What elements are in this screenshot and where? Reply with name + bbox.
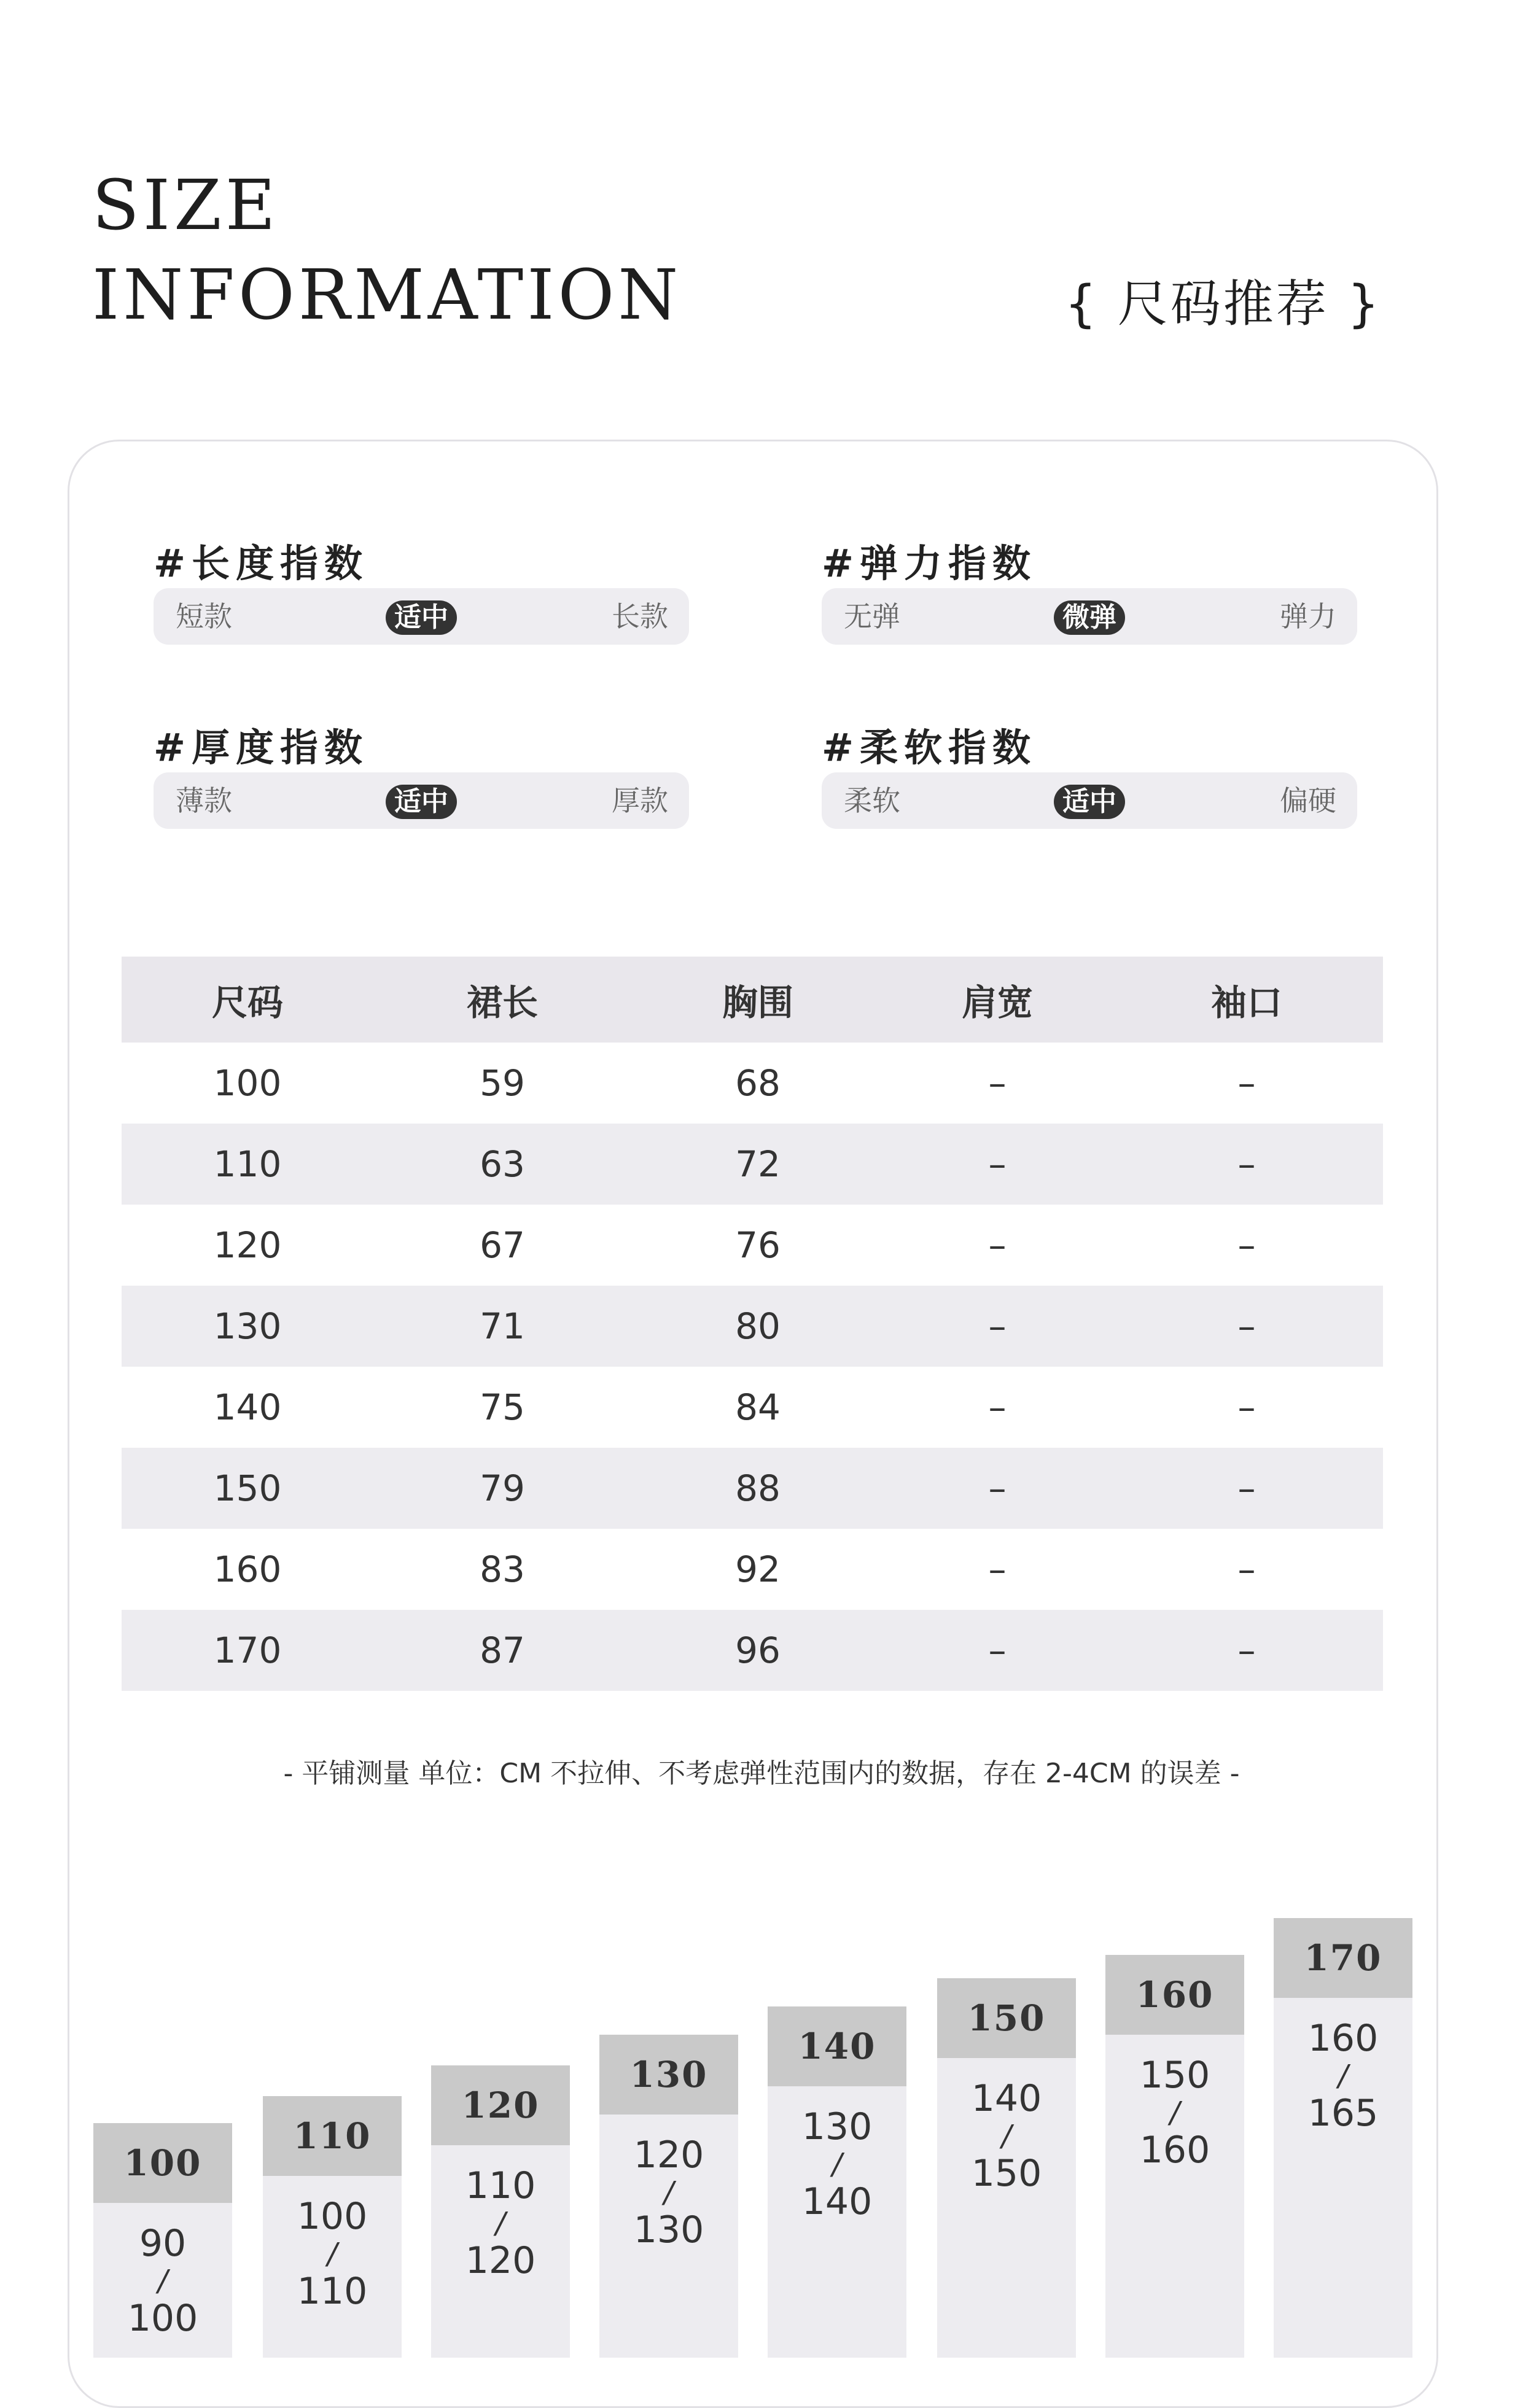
header-shoulder: 肩宽 [884, 957, 1110, 1043]
range-low: 150 [1139, 2054, 1210, 2097]
cell: – [1110, 1286, 1383, 1367]
size-recommendation-subtitle: { 尺码推荐 } [1064, 275, 1382, 333]
table-row [122, 1124, 1383, 1205]
cell: 110 [122, 1124, 373, 1205]
height-bar-160 [1105, 1955, 1244, 2358]
range-high: 100 [127, 2297, 198, 2340]
scale-selected-badge: 微弹 [1054, 600, 1125, 635]
cell: – [988, 1224, 1007, 1266]
bar-size-label: 160 [1105, 1955, 1244, 2035]
table-row [122, 1205, 1383, 1286]
range-low: 120 [633, 2134, 704, 2177]
height-bar-100 [93, 2123, 232, 2358]
thickness-index [154, 717, 689, 829]
height-bar-140 [768, 2006, 906, 2358]
bar-size-label: 120 [431, 2065, 570, 2145]
bar-height-range [263, 2176, 402, 2311]
bar-size-label: 100 [93, 2123, 232, 2203]
range-separator: / [1338, 2059, 1349, 2093]
cell: 68 [735, 1062, 781, 1104]
header-cuff: 袖口 [1110, 957, 1383, 1043]
range-separator: / [1001, 2119, 1012, 2153]
index-title: #弹力指数 [822, 541, 1037, 586]
cell: 92 [735, 1548, 781, 1590]
range-high: 160 [1139, 2129, 1210, 2172]
range-high: 130 [633, 2208, 704, 2251]
cell: 100 [213, 1062, 282, 1104]
range-low: 130 [801, 2105, 873, 2148]
height-recommendation-chart [0, 1891, 1523, 2358]
index-scale [154, 588, 689, 645]
index-scale [822, 772, 1357, 829]
range-separator: / [495, 2206, 506, 2240]
scale-left-label: 短款 [176, 600, 232, 633]
cell: 88 [631, 1448, 884, 1529]
bar-height-range [599, 2115, 738, 2250]
scale-right-label: 偏硬 [1280, 784, 1336, 817]
cell: 140 [213, 1386, 282, 1428]
range-separator: / [663, 2175, 674, 2210]
bar-size-label: 170 [1274, 1918, 1412, 1998]
bar-height-range [1105, 2035, 1244, 2170]
range-high: 150 [971, 2152, 1042, 2195]
size-table [122, 957, 1383, 1691]
header-chest: 胸围 [631, 957, 884, 1043]
table-row [122, 1610, 1383, 1691]
cell: – [1110, 1448, 1383, 1529]
cell: – [988, 1548, 1007, 1590]
cell: 72 [631, 1124, 884, 1205]
cell: 71 [373, 1286, 631, 1367]
cell: 87 [373, 1610, 631, 1691]
table-row [122, 1529, 1383, 1610]
cell: 150 [122, 1448, 373, 1529]
cell: 67 [480, 1224, 525, 1266]
range-low: 160 [1307, 2017, 1379, 2060]
index-scale [822, 588, 1357, 645]
cell: 83 [480, 1548, 525, 1590]
height-bar-110 [263, 2096, 402, 2358]
range-low: 90 [139, 2222, 187, 2265]
cell: – [884, 1286, 1110, 1367]
scale-left-label: 柔软 [844, 784, 900, 817]
header-dress-length: 裙长 [373, 957, 631, 1043]
bar-size-label: 130 [599, 2035, 738, 2115]
cell: – [988, 1062, 1007, 1104]
bar-size-label: 140 [768, 2006, 906, 2086]
cell: 79 [373, 1448, 631, 1529]
range-high: 110 [297, 2270, 368, 2313]
scale-left-label: 薄款 [176, 784, 232, 817]
bar-size-label: 110 [263, 2096, 402, 2176]
cell: 76 [735, 1224, 781, 1266]
scale-selected-badge: 适中 [386, 600, 457, 635]
header-size: 尺码 [122, 957, 373, 1043]
title-line-1: SIZE [92, 166, 279, 246]
table-row [122, 1286, 1383, 1367]
scale-right-label: 弹力 [1280, 600, 1336, 633]
cell: 170 [122, 1610, 373, 1691]
index-title: #厚度指数 [154, 725, 368, 770]
page-title [92, 161, 682, 340]
cell: 80 [631, 1286, 884, 1367]
bar-height-range [431, 2145, 570, 2280]
softness-index [822, 717, 1357, 829]
cell: 59 [480, 1062, 525, 1104]
bar-size-label: 150 [937, 1978, 1076, 2058]
bar-height-range [937, 2058, 1076, 2193]
bar-height-range [93, 2203, 232, 2338]
measurement-note: - 平铺测量 单位：CM 不拉伸、不考虑弹性范围内的数据，存在 2-4CM 的误差 - [283, 1758, 1240, 1789]
cell: – [1237, 1062, 1256, 1104]
cell: – [988, 1386, 1007, 1428]
table-row [122, 1448, 1383, 1529]
scale-left-label: 无弹 [844, 600, 900, 633]
title-line-2: INFORMATION [92, 255, 682, 335]
cell: – [1237, 1386, 1256, 1428]
index-title: #长度指数 [154, 541, 368, 586]
range-high: 120 [465, 2239, 536, 2282]
cell: – [1110, 1610, 1383, 1691]
scale-selected-badge: 适中 [1054, 785, 1125, 819]
table-header-row [122, 957, 1383, 1043]
cell: – [884, 1610, 1110, 1691]
height-bar-130 [599, 2035, 738, 2358]
elasticity-index [822, 533, 1357, 645]
cell: 160 [213, 1548, 282, 1590]
scale-right-label: 长款 [612, 600, 668, 633]
cell: – [884, 1448, 1110, 1529]
range-low: 110 [465, 2164, 536, 2207]
range-separator: / [1169, 2095, 1180, 2130]
bar-height-range [1274, 1998, 1412, 2133]
scale-right-label: 厚款 [612, 784, 668, 817]
range-high: 165 [1307, 2092, 1379, 2135]
bar-height-range [768, 2086, 906, 2221]
range-separator: / [832, 2147, 843, 2181]
cell: – [1237, 1224, 1256, 1266]
height-bar-120 [431, 2065, 570, 2358]
height-bar-170 [1274, 1918, 1412, 2358]
table-row [122, 1367, 1383, 1448]
index-scale [154, 772, 689, 829]
cell: – [884, 1124, 1110, 1205]
length-index [154, 533, 689, 645]
index-title: #柔软指数 [822, 725, 1037, 770]
cell: 130 [122, 1286, 373, 1367]
range-high: 140 [801, 2180, 873, 2223]
range-low: 100 [297, 2195, 368, 2238]
table-row [122, 1043, 1383, 1124]
cell: – [1110, 1124, 1383, 1205]
range-separator: / [157, 2264, 168, 2298]
range-low: 140 [971, 2077, 1042, 2120]
range-separator: / [327, 2237, 338, 2271]
cell: 120 [213, 1224, 282, 1266]
cell: 84 [735, 1386, 781, 1428]
cell: 75 [480, 1386, 525, 1428]
scale-selected-badge: 适中 [386, 785, 457, 819]
cell: 96 [631, 1610, 884, 1691]
cell: – [1237, 1548, 1256, 1590]
height-bar-150 [937, 1978, 1076, 2358]
cell: 63 [373, 1124, 631, 1205]
